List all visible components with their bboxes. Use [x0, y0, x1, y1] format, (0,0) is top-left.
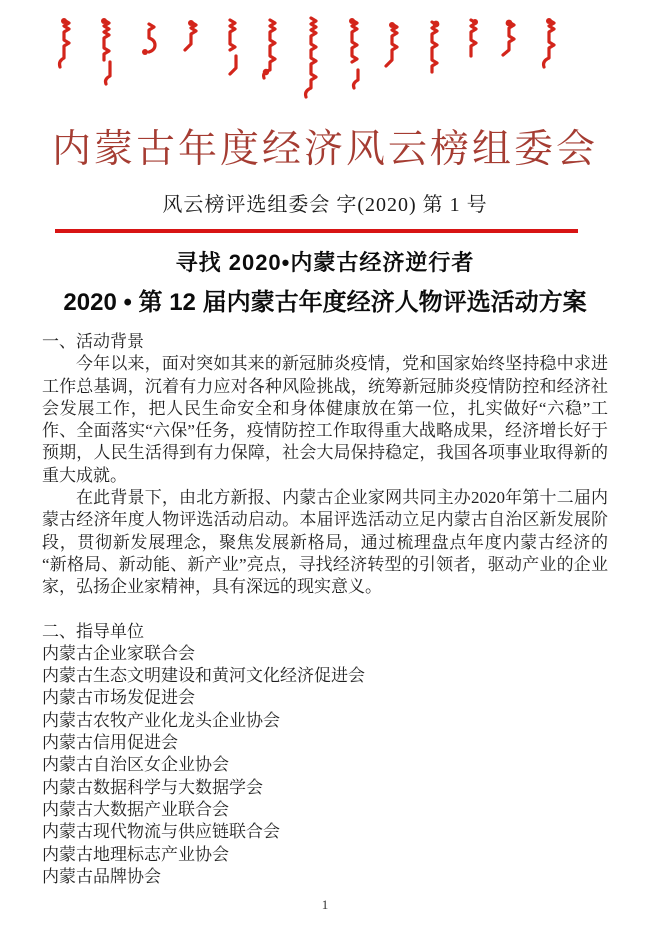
page-number: 1 [321, 897, 329, 912]
mongolian-column [60, 18, 70, 67]
blank-line [42, 599, 608, 621]
organization-title: 内蒙古年度经济风云榜组委会 [51, 128, 598, 171]
mongolian-column [263, 20, 275, 78]
guiding-unit-item: 内蒙古企业家联合会 [42, 643, 195, 663]
mongolian-column [306, 18, 316, 97]
document-heading-line1: 寻找 2020•内蒙古经济逆行者 [175, 250, 475, 275]
document-heading-line2: 2020 • 第 12 届内蒙古年度经济人物评选活动方案 [63, 289, 587, 316]
guiding-unit-item: 内蒙古信用促进会 [42, 733, 178, 753]
document-body [42, 331, 608, 888]
guiding-unit-item: 内蒙古品牌协会 [42, 866, 161, 886]
guiding-unit-item: 内蒙古自治区女企业协会 [42, 755, 229, 775]
mongolian-column [230, 20, 236, 74]
section-1-paragraph: 今年以来，面对突如其来的新冠肺炎疫情，党和国家始终坚持稳中求进工作总基调，沉着有力应对各种风险挑战，统筹新冠肺炎疫情防控和经济社会发展工作，把人民生命安全和身体健康放在第一位，扎实做好“六稳”工作、全面落实“六保”任务，疫情防控工作取得重大战略成果，经济增长好于预期，人民生活得到有力保障，社会大局保持稳定，我国各项事业取得新的重大成就。 [42, 354, 608, 485]
mongolian-column [471, 19, 478, 56]
section-1-title: 一、活动背景 [42, 332, 144, 351]
guiding-unit-item: 内蒙古市场发促进会 [42, 688, 195, 708]
mongolian-script-banner-icon [40, 12, 610, 104]
mongolian-column [503, 20, 514, 55]
red-divider-rule [55, 229, 578, 233]
guiding-unit-item: 内蒙古农牧产业化龙头企业协会 [42, 710, 280, 730]
guiding-unit-item: 内蒙古数据科学与大数据学会 [42, 777, 263, 797]
guiding-unit-item: 内蒙古地理标志产业协会 [42, 844, 229, 864]
guiding-unit-item: 内蒙古现代物流与供应链联合会 [42, 822, 280, 842]
mongolian-column [544, 18, 554, 67]
mongolian-column [142, 24, 155, 55]
mongolian-column [432, 21, 439, 72]
mongolian-column [386, 22, 397, 66]
mongolian-column [349, 18, 358, 88]
mongolian-column [185, 20, 196, 50]
guiding-unit-item: 内蒙古大数据产业联合会 [42, 799, 229, 819]
document-number-line: 风云榜评选组委会 字(2020) 第 1 号 [162, 194, 488, 216]
section-1-paragraph: 在此背景下，由北方新报、内蒙古企业家网共同主办2020年第十二届内蒙古经济年度人物评选活动启动。本届评选活动立足内蒙古自治区新发展阶段，贯彻新发展理念，聚焦发展新格局，通过梳理盘点年度内蒙古经济的“新格局、新动能、新产业”亮点，寻找经济转型的引领者，驱动产业的企业家，弘扬企业家精神，具有深远的现实意义。 [42, 488, 608, 597]
guiding-unit-item: 内蒙古生态文明建设和黄河文化经济促进会 [42, 666, 365, 686]
section-2-title: 二、指导单位 [42, 621, 144, 641]
mongolian-column [101, 18, 110, 84]
